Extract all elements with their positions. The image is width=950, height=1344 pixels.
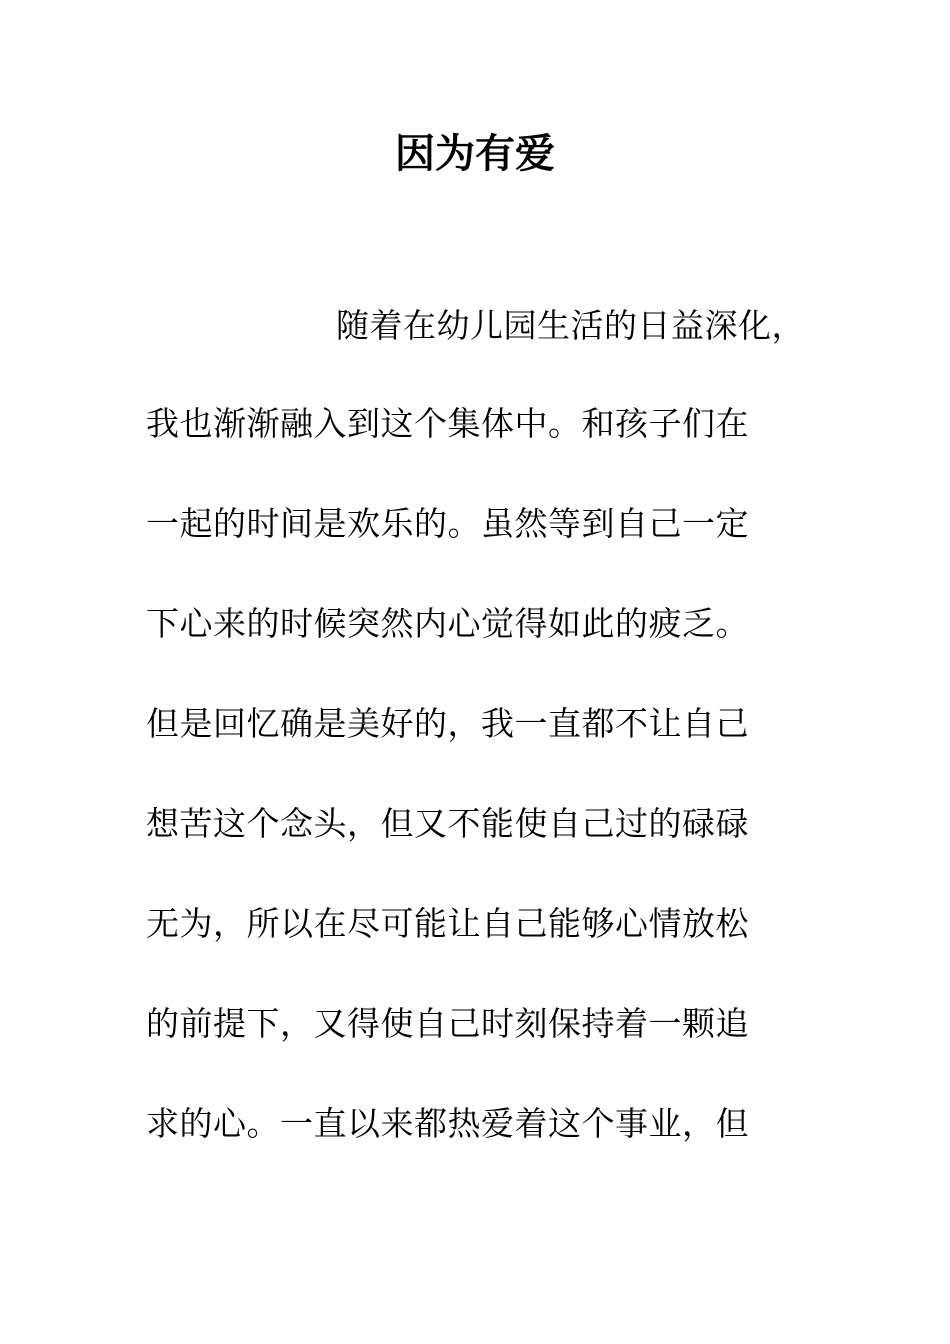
body-line-8: 的前提下，又得使自己时刻保持着一颗追 bbox=[146, 1004, 749, 1043]
body-line-4: 下心来的时候突然内心觉得如此的疲乏。 bbox=[146, 604, 749, 643]
body-line-3: 一起的时间是欢乐的。虽然等到自己一定 bbox=[146, 504, 749, 543]
body-line-9: 求的心。一直以来都热爱着这个事业，但 bbox=[146, 1104, 749, 1143]
body-line-6: 想苦这个念头，但又不能使自己过的碌碌 bbox=[146, 804, 749, 843]
body-line-2: 我也渐渐融入到这个集体中。和孩子们在 bbox=[146, 404, 749, 443]
body-line-7: 无为，所以在尽可能让自己能够心情放松 bbox=[146, 904, 749, 943]
body-line-5: 但是回忆确是美好的，我一直都不让自己 bbox=[146, 704, 749, 743]
body-line-1: 随着在幼儿园生活的日益深化， bbox=[336, 306, 805, 345]
document-title: 因为有爱 bbox=[395, 130, 555, 177]
